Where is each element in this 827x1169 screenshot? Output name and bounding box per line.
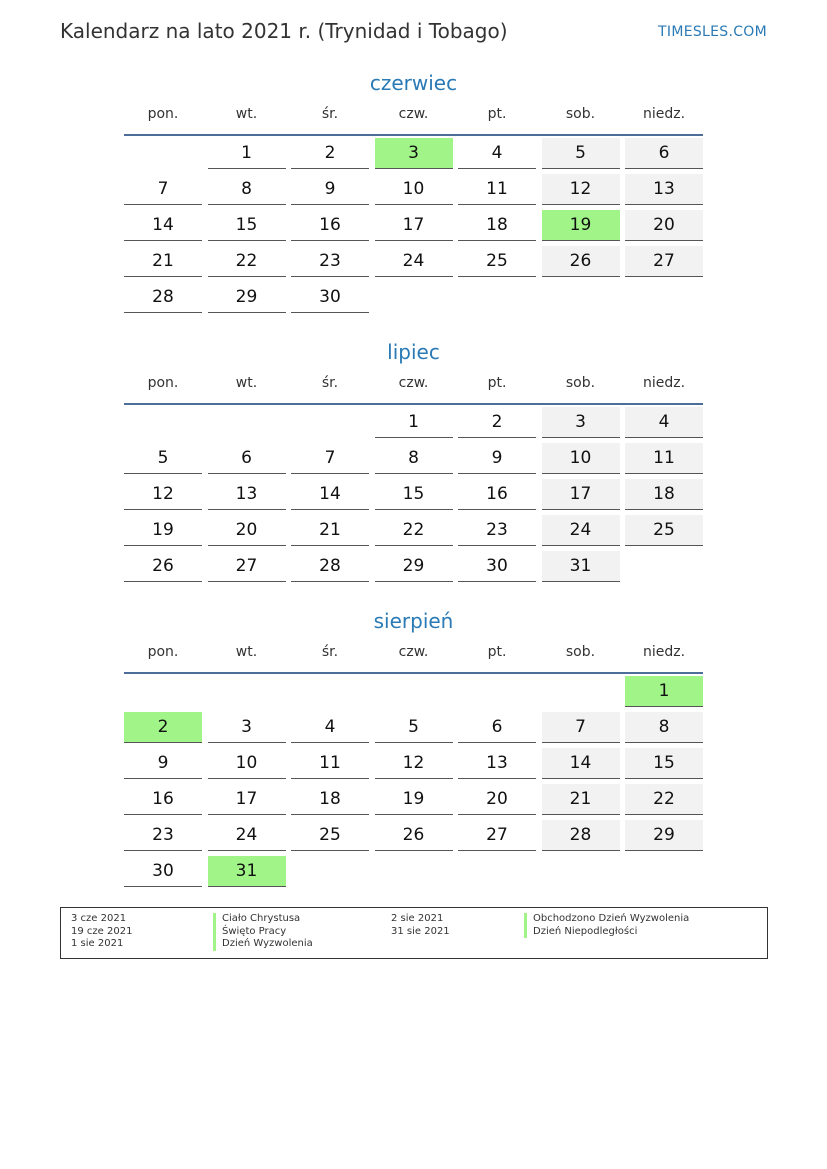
day-cell: 26 <box>542 246 620 277</box>
legend-date: 2 sie 2021 <box>391 913 444 924</box>
day-cell: 9 <box>124 748 202 779</box>
weekday-label: czw. <box>398 106 429 122</box>
day-cell: 27 <box>208 551 286 582</box>
day-cell: 5 <box>124 443 202 474</box>
legend-dates-right <box>391 913 450 938</box>
day-cell: 11 <box>458 174 536 205</box>
weekday-label: śr. <box>321 106 339 122</box>
day-cell: 7 <box>542 712 620 743</box>
legend-holiday-name: Święto Pracy <box>213 926 313 939</box>
weekday-label: niedz. <box>642 644 686 660</box>
weekday-label: pon. <box>147 375 179 391</box>
weekday-label: pt. <box>487 106 507 122</box>
day-cell: 8 <box>375 443 453 474</box>
weekday-label: niedz. <box>642 106 686 122</box>
day-cell: 13 <box>458 748 536 779</box>
brand-link[interactable]: TIMESLES.COM <box>658 24 767 40</box>
weekday-label: pt. <box>487 375 507 391</box>
day-cell: 6 <box>208 443 286 474</box>
day-cell: 27 <box>625 246 703 277</box>
day-cell: 15 <box>208 210 286 241</box>
weekday-label: wt. <box>235 644 258 660</box>
weekday-label: pon. <box>147 106 179 122</box>
day-cell: 29 <box>375 551 453 582</box>
day-cell: 20 <box>458 784 536 815</box>
month-june <box>124 70 703 307</box>
weekday-header <box>124 106 703 130</box>
day-cell: 5 <box>542 138 620 169</box>
day-cell: 30 <box>124 856 202 887</box>
day-cell: 4 <box>625 407 703 438</box>
holiday-day-cell: 19 <box>542 210 620 241</box>
day-cell: 31 <box>542 551 620 582</box>
day-cell: 20 <box>625 210 703 241</box>
day-cell: 8 <box>208 174 286 205</box>
weekday-label: czw. <box>398 644 429 660</box>
header-rule <box>124 403 703 405</box>
legend-holiday-name: Ciało Chrystusa <box>213 913 313 926</box>
day-cell: 10 <box>375 174 453 205</box>
day-cell: 19 <box>375 784 453 815</box>
day-cell: 4 <box>291 712 369 743</box>
day-cell: 21 <box>124 246 202 277</box>
day-cell: 5 <box>375 712 453 743</box>
day-cell: 11 <box>291 748 369 779</box>
weekday-label: pon. <box>147 644 179 660</box>
holiday-day-cell: 3 <box>375 138 453 169</box>
day-cell: 18 <box>291 784 369 815</box>
day-cell: 9 <box>291 174 369 205</box>
day-cell: 1 <box>208 138 286 169</box>
day-cell: 18 <box>458 210 536 241</box>
day-cell: 12 <box>124 479 202 510</box>
day-cell: 12 <box>542 174 620 205</box>
weekday-header <box>124 644 703 668</box>
header-rule <box>124 134 703 136</box>
legend-names-right <box>524 913 689 938</box>
holiday-day-cell: 1 <box>625 676 703 707</box>
page-title: Kalendarz na lato 2021 r. (Trynidad i Tobago) <box>60 19 508 43</box>
day-cell: 21 <box>542 784 620 815</box>
day-cell: 30 <box>458 551 536 582</box>
day-cell: 6 <box>458 712 536 743</box>
day-cell: 17 <box>375 210 453 241</box>
day-cell: 18 <box>625 479 703 510</box>
day-cell: 20 <box>208 515 286 546</box>
weekday-label: śr. <box>321 644 339 660</box>
legend-date: 31 sie 2021 <box>391 925 450 937</box>
legend-holiday-name: Dzień Wyzwolenia <box>213 938 313 951</box>
day-cell: 11 <box>625 443 703 474</box>
day-cell: 26 <box>124 551 202 582</box>
day-cell: 1 <box>375 407 453 438</box>
legend-dates-left <box>71 913 132 951</box>
day-cell: 19 <box>124 515 202 546</box>
day-cell: 25 <box>625 515 703 546</box>
weekday-label: śr. <box>321 375 339 391</box>
day-cell: 8 <box>625 712 703 743</box>
day-cell: 25 <box>291 820 369 851</box>
day-cell: 21 <box>291 515 369 546</box>
weekday-label: wt. <box>235 106 258 122</box>
day-cell: 17 <box>542 479 620 510</box>
month-title: czerwiec <box>369 71 458 95</box>
day-cell: 10 <box>542 443 620 474</box>
weekday-label: niedz. <box>642 375 686 391</box>
day-cell: 24 <box>542 515 620 546</box>
day-cell: 14 <box>291 479 369 510</box>
day-cell: 30 <box>291 282 369 313</box>
day-cell: 26 <box>375 820 453 851</box>
weekday-label: sob. <box>565 644 596 660</box>
day-cell: 15 <box>625 748 703 779</box>
day-cell: 15 <box>375 479 453 510</box>
header-rule <box>124 672 703 674</box>
legend-holiday-name: Dzień Niepodległości <box>524 926 689 939</box>
weekday-header <box>124 375 703 399</box>
day-cell: 2 <box>291 138 369 169</box>
day-cell: 23 <box>124 820 202 851</box>
day-cell: 3 <box>208 712 286 743</box>
day-cell: 7 <box>291 443 369 474</box>
legend-holiday-name: Obchodzono Dzień Wyzwolenia <box>524 913 689 926</box>
weekday-label: wt. <box>235 375 258 391</box>
day-cell: 16 <box>291 210 369 241</box>
holiday-legend <box>60 907 768 959</box>
day-cell: 27 <box>458 820 536 851</box>
day-cell: 17 <box>208 784 286 815</box>
day-cell: 16 <box>458 479 536 510</box>
day-cell: 3 <box>542 407 620 438</box>
legend-date: 3 cze 2021 <box>71 913 127 924</box>
day-cell: 22 <box>208 246 286 277</box>
day-cell: 22 <box>625 784 703 815</box>
day-cell: 9 <box>458 443 536 474</box>
day-cell: 12 <box>375 748 453 779</box>
day-cell: 16 <box>124 784 202 815</box>
day-cell: 22 <box>375 515 453 546</box>
day-cell: 24 <box>375 246 453 277</box>
day-cell: 10 <box>208 748 286 779</box>
day-cell: 4 <box>458 138 536 169</box>
weekday-label: sob. <box>565 375 596 391</box>
weekday-label: czw. <box>398 375 429 391</box>
legend-date: 19 cze 2021 <box>71 925 133 937</box>
day-cell: 13 <box>208 479 286 510</box>
holiday-day-cell: 2 <box>124 712 202 743</box>
day-cell: 13 <box>625 174 703 205</box>
month-title: sierpień <box>373 609 454 633</box>
day-cell: 23 <box>291 246 369 277</box>
month-august <box>124 608 703 881</box>
legend-names-left <box>213 913 313 951</box>
day-cell: 28 <box>124 282 202 313</box>
day-cell: 23 <box>458 515 536 546</box>
day-cell: 25 <box>458 246 536 277</box>
day-cell: 7 <box>124 174 202 205</box>
legend-date: 1 sie 2021 <box>71 938 124 949</box>
month-title: lipiec <box>387 340 440 364</box>
day-cell: 28 <box>291 551 369 582</box>
weekday-label: sob. <box>565 106 596 122</box>
holiday-day-cell: 31 <box>208 856 286 887</box>
day-cell: 24 <box>208 820 286 851</box>
day-cell: 29 <box>625 820 703 851</box>
day-cell: 14 <box>124 210 202 241</box>
day-cell: 2 <box>458 407 536 438</box>
day-cell: 14 <box>542 748 620 779</box>
month-july <box>124 339 703 576</box>
day-cell: 6 <box>625 138 703 169</box>
weekday-label: pt. <box>487 644 507 660</box>
day-cell: 29 <box>208 282 286 313</box>
day-cell: 28 <box>542 820 620 851</box>
